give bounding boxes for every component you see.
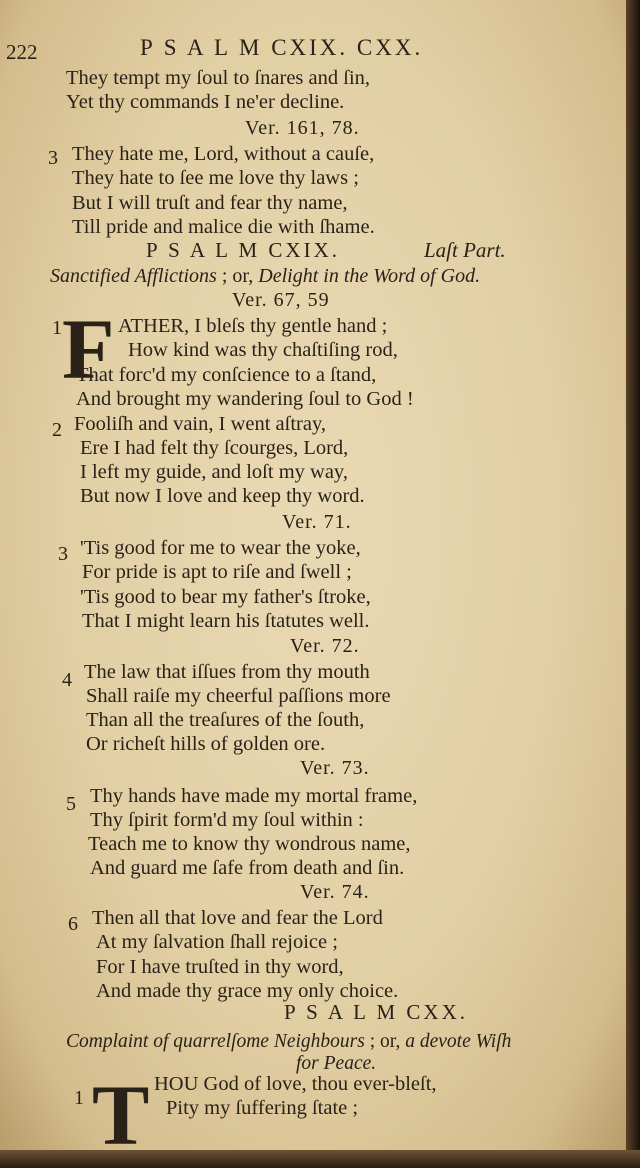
verse-line: At my ſalvation ſhall rejoice ;: [96, 931, 338, 953]
psalm-subtitle: [50, 264, 480, 288]
stanza-number: 6: [68, 913, 78, 935]
page-number: 222: [6, 40, 38, 64]
verse-reference: Ver. 74.: [300, 881, 370, 903]
verse-reference: Ver. 161, 78.: [245, 117, 360, 139]
verse-line: I left my guide, and loſt my way,: [80, 461, 348, 483]
verse-line: That forc'd my conſcience to a ſtand,: [76, 364, 377, 386]
page-edge-shadow: [0, 1150, 640, 1168]
stanza-number: 4: [62, 669, 72, 691]
stanza-number: 3: [58, 543, 68, 565]
verse-line: Till pride and malice die with ſhame.: [72, 216, 375, 238]
verse-line: How kind was thy chaſtiſing rod,: [128, 339, 398, 361]
verse-line: They hate to ſee me love thy laws ;: [72, 167, 359, 189]
verse-line: For I have truſted in thy word,: [96, 956, 344, 978]
verse-line: Pity my ſuffering ſtate ;: [166, 1097, 359, 1119]
verse-line: Fooliſh and vain, I went aſtray,: [74, 413, 327, 435]
page-edge-shadow: [626, 0, 640, 1168]
verse-line: 'Tis good to bear my father's ſtroke,: [80, 586, 371, 608]
verse-line: 'Tis good for me to wear the yoke,: [80, 537, 361, 559]
verse-line: ATHER, I bleſs thy gentle hand ;: [118, 315, 388, 337]
verse-line: Yet thy commands I ne'er decline.: [66, 91, 345, 113]
verse-line: Thy ſpirit form'd my ſoul within :: [90, 809, 364, 831]
verse-line: HOU God of love, thou ever-bleſt,: [154, 1073, 437, 1095]
stanza-number: 3: [48, 147, 58, 169]
verse-line: Then all that love and fear the Lord: [92, 907, 383, 929]
verse-reference: Ver. 73.: [300, 757, 370, 779]
psalm-heading: P S A L M CXX.: [284, 1000, 468, 1024]
verse-line: And made thy grace my only choice.: [96, 980, 399, 1002]
stanza-number: 1: [74, 1087, 84, 1109]
verse-line: But now I love and keep thy word.: [80, 485, 365, 507]
verse-line: For pride is apt to riſe and ſwell ;: [82, 561, 352, 583]
verse-line: They tempt my ſoul to ſnares and ſin,: [66, 67, 371, 89]
subtitle-part: Sanctified Afflictions: [50, 265, 217, 287]
psalm-subtitle: [66, 1030, 511, 1054]
verse-reference: Ver. 67, 59: [232, 289, 330, 311]
verse-line: And brought my wandering ſoul to God !: [76, 388, 414, 410]
stanza-number: 1: [52, 317, 62, 339]
running-title: P S A L M CXIX. CXX.: [140, 35, 424, 60]
verse-line: Teach me to know thy wondrous name,: [88, 833, 411, 855]
stanza-number: 5: [66, 793, 76, 815]
subtitle-separator: ; or,: [216, 265, 259, 287]
subtitle-part: a devote Wiſh: [405, 1031, 512, 1052]
subtitle-separator: ; or,: [364, 1031, 406, 1052]
verse-line: The law that iſſues from thy mouth: [84, 661, 370, 683]
verse-line: Than all the treaſures of the ſouth,: [86, 709, 365, 731]
verse-reference: Ver. 72.: [290, 635, 360, 657]
verse-line: Shall raiſe my cheerful paſſions more: [86, 685, 391, 707]
drop-cap: T: [92, 1067, 150, 1150]
part-label: Laſt Part.: [424, 238, 506, 262]
verse-line: They hate me, Lord, without a cauſe,: [72, 143, 375, 165]
verse-reference: Ver. 71.: [282, 511, 352, 533]
verse-line: And guard me ſafe from death and ſin.: [90, 857, 405, 879]
subtitle-part: Delight in the Word of God.: [258, 265, 481, 287]
subtitle-part: Complaint of quarrelſome Neighbours: [66, 1031, 365, 1052]
psalm-heading: P S A L M CXIX.: [146, 238, 340, 262]
verse-line: Thy hands have made my mortal frame,: [90, 785, 418, 807]
drop-cap: F: [62, 301, 115, 397]
stanza-number: 2: [52, 419, 62, 441]
psalm-subtitle-continued: for Peace.: [296, 1053, 377, 1074]
verse-line: That I might learn his ſtatutes well.: [82, 610, 370, 632]
verse-line: Or richeſt hills of golden ore.: [86, 733, 326, 755]
verse-line: Ere I had felt thy ſcourges, Lord,: [80, 437, 349, 459]
verse-line: But I will truſt and fear thy name,: [72, 192, 348, 214]
